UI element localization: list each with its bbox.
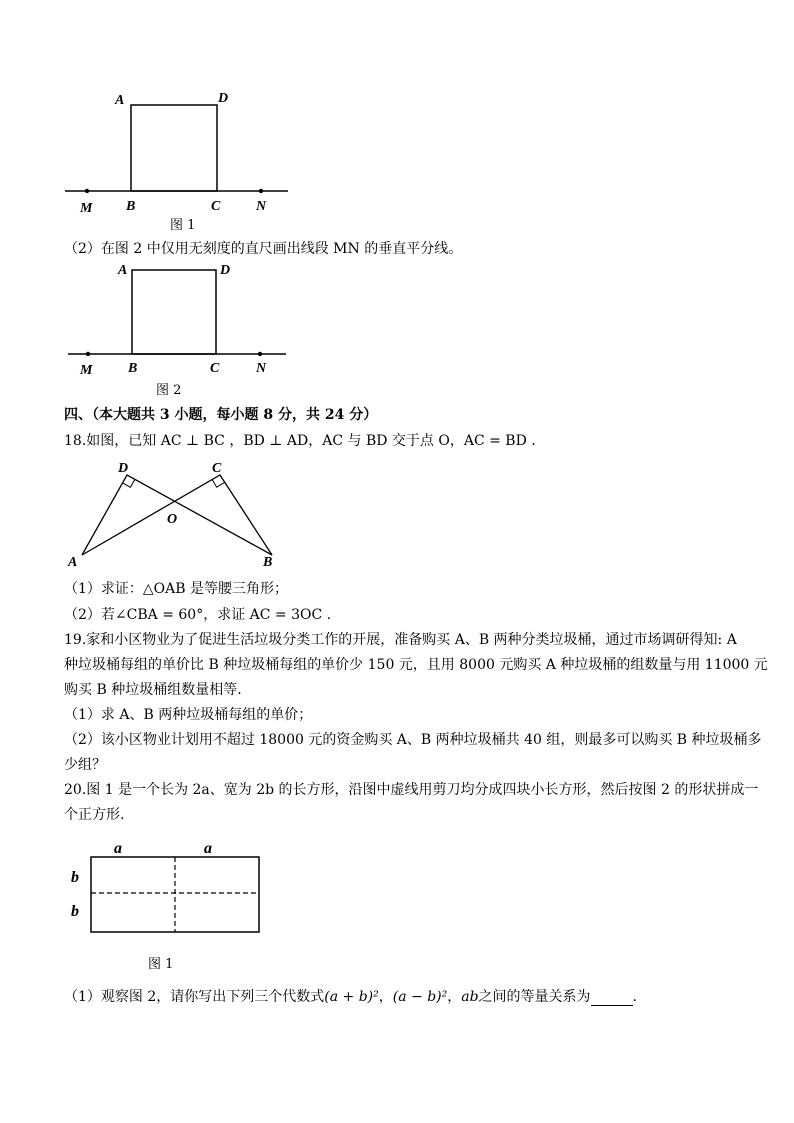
q18-figure	[60, 456, 290, 571]
separator: ，	[378, 989, 393, 1005]
expr-a-plus-b-squared: (a + b)²	[324, 989, 379, 1005]
section-heading: 四、（本大题共 3 小题，每小题 8 分，共 24 分）	[64, 407, 378, 423]
label-n: N	[256, 199, 267, 214]
expr-a-minus-b-squared: (a − b)²	[392, 989, 448, 1005]
label-b: B	[263, 555, 273, 570]
q20-part1-end: .	[632, 989, 637, 1005]
label-n: N	[256, 361, 267, 376]
q18-stem: 18.如图，已知 AC ⊥ BC ，BD ⊥ AD，AC 与 BD 交于点 O，AC = BD .	[64, 433, 536, 449]
q17-part2: （2）在图 2 中仅用无刻度的直尺画出线段 MN 的垂直平分线。	[64, 241, 463, 257]
q20-line1: 20.图 1 是一个长为 2a、宽为 2b 的长方形，沿图中虚线用剪刀均分成四块小长方形，然后按图 2 的形状拼成一	[64, 782, 759, 798]
q18-part1: （1）求证：△OAB 是等腰三角形；	[64, 581, 288, 597]
label-b: B	[126, 199, 136, 214]
label-a-left: a	[114, 840, 122, 857]
label-a-right: a	[204, 840, 212, 857]
q19-part2-line1: （2）该小区物业计划用不超过 18000 元的资金购买 A、B 两种垃圾桶共 40 组，则最多可以购买 B 种垃圾桶多	[64, 732, 762, 748]
q19-part2-line2: 少组？	[64, 757, 106, 773]
square-abcd	[132, 270, 216, 354]
point-n	[258, 352, 262, 356]
separator: ，	[447, 989, 462, 1005]
label-b: B	[128, 361, 138, 376]
q18-part2: （2）若∠CBA = 60°，求证 AC = 3OC .	[64, 607, 332, 623]
label-d: D	[118, 461, 129, 476]
q19-line1: 19.家和小区物业为了促进生活垃圾分类工作的开展，准备购买 A、B 两种分类垃圾桶，通过市场调研得知: A	[64, 632, 737, 648]
point-m	[86, 352, 90, 356]
q20-part1-suffix: 之间的等量关系为	[478, 989, 591, 1005]
answer-blank[interactable]	[591, 991, 633, 1006]
label-o: O	[167, 512, 178, 527]
point-m	[85, 189, 89, 193]
label-c: C	[210, 361, 220, 376]
label-m: M	[80, 363, 93, 378]
label-a: A	[118, 263, 128, 278]
label-c: C	[211, 199, 221, 214]
figure-2	[60, 258, 300, 380]
q20-line2: 个正方形.	[64, 807, 125, 823]
label-d: D	[218, 91, 229, 106]
figure-2-caption: 图 2	[156, 383, 182, 398]
q20-part1	[64, 988, 637, 1006]
q19-line3: 购买 B 种垃圾桶组数量相等.	[64, 682, 242, 698]
q19-part1: （1）求 A、B 两种垃圾桶每组的单价；	[64, 707, 313, 723]
square-abcd	[131, 105, 217, 191]
figure-1-caption: 图 1	[170, 218, 196, 233]
point-n	[259, 189, 263, 193]
q20-figure-1	[60, 836, 280, 936]
expr-ab: ab	[461, 989, 479, 1005]
label-a: A	[115, 93, 125, 108]
q20-part1-prefix: （1）观察图 2，请你写出下列三个代数式	[64, 989, 325, 1005]
label-c: C	[212, 461, 222, 476]
q19-line2: 种垃圾桶每组的单价比 B 种垃圾桶每组的单价少 150 元，且用 8000 元购买 A 种垃圾桶的组数量与用 11000 元	[64, 657, 768, 673]
right-angle-mark-c	[212, 480, 224, 488]
label-b-top: b	[71, 869, 79, 886]
label-d: D	[220, 263, 231, 278]
figure-1	[60, 86, 300, 216]
q20-figure-1-caption: 图 1	[148, 957, 174, 972]
label-m: M	[80, 201, 93, 216]
label-a: A	[68, 555, 78, 570]
label-b-bottom: b	[71, 903, 79, 920]
